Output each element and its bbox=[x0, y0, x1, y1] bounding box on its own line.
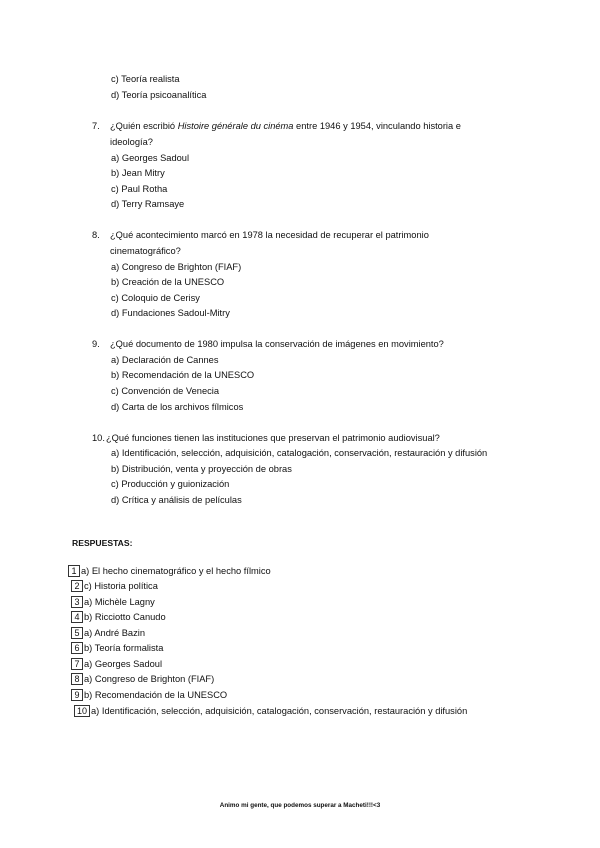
question-10-number: 10. bbox=[92, 433, 105, 443]
question-7-option-c: c) Paul Rotha bbox=[111, 184, 168, 194]
answer-3 bbox=[71, 596, 155, 608]
question-8-text: ¿Qué acontecimiento marcó en 1978 la necesidad de recuperar el patrimonio bbox=[110, 230, 429, 240]
answer-5 bbox=[71, 627, 145, 639]
question-8-number: 8. bbox=[92, 230, 100, 240]
answer-number-box: 1 bbox=[68, 565, 80, 577]
question-7-option-d: d) Terry Ramsaye bbox=[111, 199, 185, 209]
question-9-option-a: a) Declaración de Cannes bbox=[111, 355, 219, 365]
question-7-number: 7. bbox=[92, 121, 100, 131]
question-8-option-b: b) Creación de la UNESCO bbox=[111, 277, 225, 287]
question-8-option-d: d) Fundaciones Sadoul-Mitry bbox=[111, 308, 230, 318]
answer-2 bbox=[71, 580, 158, 592]
answer-number-box: 4 bbox=[71, 611, 83, 623]
option-c-prev: c) Teoría realista bbox=[111, 74, 180, 84]
question-9-number: 9. bbox=[92, 339, 100, 349]
answer-text: b) Recomendación de la UNESCO bbox=[84, 690, 228, 700]
answer-text: a) Michèle Lagny bbox=[84, 597, 155, 607]
question-10-option-a: a) Identificación, selección, adquisición, catalogación, conservación, restauración y difusión bbox=[111, 448, 488, 458]
answer-number-box: 7 bbox=[71, 658, 83, 670]
question-7-text: ¿Quién escribió Histoire générale du cinéma entre 1946 y 1954, vinculando historia e bbox=[110, 121, 461, 131]
answer-7 bbox=[71, 658, 162, 670]
footer-note: Animo mi gente, que podemos superar a Macheti!!!<3 bbox=[219, 802, 381, 809]
question-7-option-a: a) Georges Sadoul bbox=[111, 153, 190, 163]
answer-number-box: 8 bbox=[71, 673, 83, 685]
answer-text: a) El hecho cinematográfico y el hecho fílmico bbox=[81, 566, 271, 576]
question-9-text: ¿Qué documento de 1980 impulsa la conservación de imágenes en movimiento? bbox=[110, 339, 444, 349]
answer-number-box: 9 bbox=[71, 689, 83, 701]
answer-4 bbox=[71, 611, 166, 623]
answer-text: c) Historia política bbox=[84, 581, 158, 591]
answer-6 bbox=[71, 642, 163, 654]
question-7-text-line2: ideología? bbox=[110, 137, 153, 147]
question-10-option-c: c) Producción y guionización bbox=[111, 479, 230, 489]
answer-text: a) André Bazin bbox=[84, 628, 145, 638]
answer-text: b) Ricciotto Canudo bbox=[84, 612, 166, 622]
answer-number-box: 2 bbox=[71, 580, 83, 592]
answer-number-box: 10 bbox=[74, 705, 90, 717]
question-8-text-line2: cinematográfico? bbox=[110, 246, 181, 256]
question-10-option-b: b) Distribución, venta y proyección de obras bbox=[111, 464, 292, 474]
answer-text: b) Teoría formalista bbox=[84, 643, 164, 653]
answer-9 bbox=[71, 689, 227, 701]
answers-heading: RESPUESTAS: bbox=[72, 538, 133, 548]
question-8-option-c: c) Coloquio de Cerisy bbox=[111, 293, 200, 303]
answer-number-box: 6 bbox=[71, 642, 83, 654]
option-d-prev: d) Teoría psicoanalítica bbox=[111, 90, 207, 100]
question-7-option-b: b) Jean Mitry bbox=[111, 168, 165, 178]
question-10-text: ¿Qué funciones tienen las instituciones que preservan el patrimonio audiovisual? bbox=[106, 433, 440, 443]
question-8-option-a: a) Congreso de Brighton (FIAF) bbox=[111, 262, 242, 272]
question-9-option-d: d) Carta de los archivos fílmicos bbox=[111, 402, 244, 412]
answer-number-box: 3 bbox=[71, 596, 83, 608]
answer-1 bbox=[68, 565, 271, 577]
answer-text: a) Georges Sadoul bbox=[84, 659, 163, 669]
answer-text: a) Identificación, selección, adquisición, catalogación, conservación, restauración y difusión bbox=[91, 706, 468, 716]
question-9-option-b: b) Recomendación de la UNESCO bbox=[111, 370, 255, 380]
answer-text: a) Congreso de Brighton (FIAF) bbox=[84, 674, 215, 684]
question-9-option-c: c) Convención de Venecia bbox=[111, 386, 220, 396]
answer-number-box: 5 bbox=[71, 627, 83, 639]
question-10-option-d: d) Crítica y análisis de películas bbox=[111, 495, 242, 505]
answer-8 bbox=[71, 673, 214, 685]
answer-10 bbox=[74, 705, 467, 717]
